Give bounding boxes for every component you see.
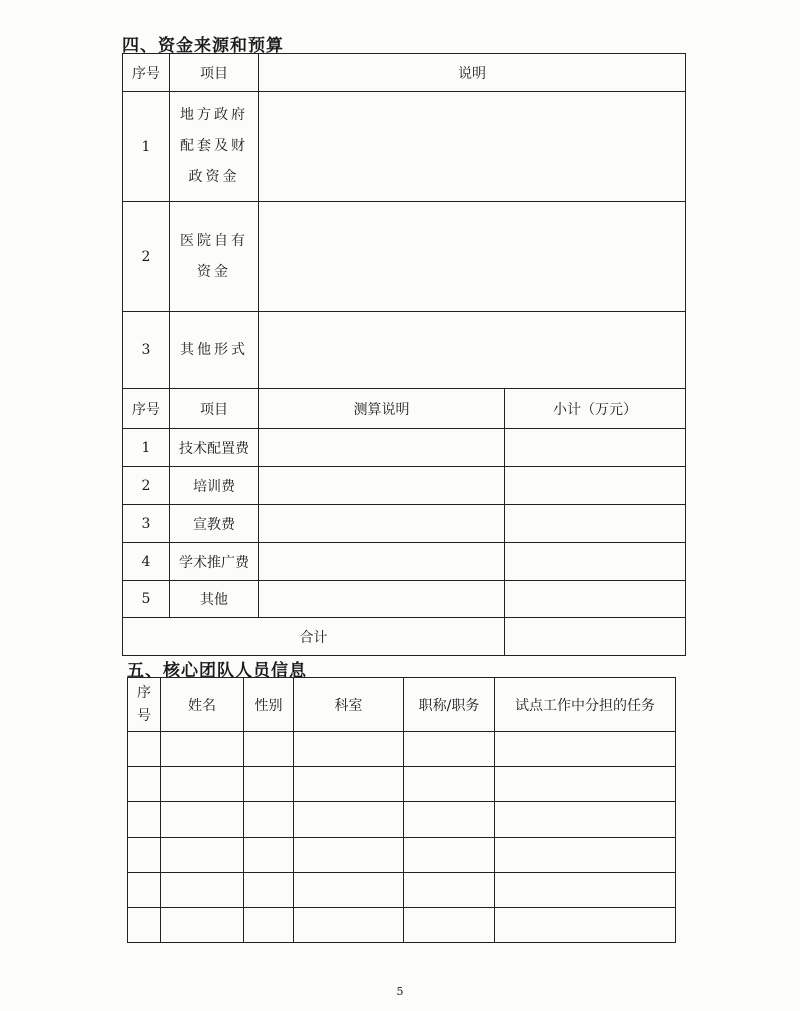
source-description-cell[interactable] xyxy=(259,202,686,312)
team-cell[interactable] xyxy=(294,873,404,908)
team-cell[interactable] xyxy=(244,873,294,908)
budget-seq: 2 xyxy=(123,467,170,505)
sources-header-row xyxy=(123,54,686,92)
header-seq: 序号 xyxy=(123,389,170,429)
budget-row xyxy=(123,543,686,581)
header-seq: 序号 xyxy=(123,54,170,92)
budget-calc-cell[interactable] xyxy=(259,429,505,467)
header-description: 说明 xyxy=(259,54,686,92)
budget-item: 宣教费 xyxy=(170,505,259,543)
header-department: 科室 xyxy=(294,678,404,732)
team-cell[interactable] xyxy=(244,767,294,802)
header-subtotal: 小计（万元） xyxy=(505,389,686,429)
budget-seq: 5 xyxy=(123,581,170,618)
team-cell[interactable] xyxy=(244,838,294,873)
budget-calc-cell[interactable] xyxy=(259,581,505,618)
budget-item: 学术推广费 xyxy=(170,543,259,581)
team-cell[interactable] xyxy=(128,802,161,838)
team-cell[interactable] xyxy=(128,838,161,873)
team-cell[interactable] xyxy=(294,732,404,767)
budget-calc-cell[interactable] xyxy=(259,467,505,505)
team-row xyxy=(128,767,676,802)
team-cell[interactable] xyxy=(161,873,244,908)
total-value-cell[interactable] xyxy=(505,618,686,656)
team-cell[interactable] xyxy=(495,802,676,838)
budget-header-row xyxy=(123,389,686,429)
total-row xyxy=(123,618,686,656)
budget-subtotal-cell[interactable] xyxy=(505,581,686,618)
header-item: 项目 xyxy=(170,389,259,429)
source-item-line: 地方政府 xyxy=(180,107,248,123)
funding-budget-table xyxy=(122,53,686,656)
team-cell[interactable] xyxy=(128,767,161,802)
source-item xyxy=(170,202,259,312)
budget-subtotal-cell[interactable] xyxy=(505,467,686,505)
source-item-line: 医院自有 xyxy=(180,232,248,249)
team-cell[interactable] xyxy=(404,802,495,838)
budget-seq: 1 xyxy=(123,429,170,467)
header-name: 姓名 xyxy=(161,678,244,732)
budget-subtotal-cell[interactable] xyxy=(505,543,686,581)
source-item xyxy=(170,92,259,202)
source-seq: 1 xyxy=(123,92,170,202)
budget-subtotal-cell[interactable] xyxy=(505,505,686,543)
budget-row xyxy=(123,581,686,618)
budget-seq: 3 xyxy=(123,505,170,543)
team-cell[interactable] xyxy=(404,732,495,767)
source-row xyxy=(123,92,686,202)
team-cell[interactable] xyxy=(294,802,404,838)
team-row xyxy=(128,873,676,908)
source-item xyxy=(170,312,259,389)
header-gender: 性别 xyxy=(244,678,294,732)
budget-item: 培训费 xyxy=(170,467,259,505)
source-seq: 2 xyxy=(123,202,170,312)
header-seq-line: 序 xyxy=(137,684,151,701)
team-table xyxy=(127,677,676,943)
team-row xyxy=(128,802,676,838)
team-cell[interactable] xyxy=(128,873,161,908)
budget-calc-cell[interactable] xyxy=(259,505,505,543)
budget-row xyxy=(123,505,686,543)
team-cell[interactable] xyxy=(495,838,676,873)
page-number: 5 xyxy=(396,985,404,998)
team-cell[interactable] xyxy=(244,802,294,838)
source-item-line: 其他形式 xyxy=(180,341,248,358)
team-cell[interactable] xyxy=(495,873,676,908)
team-cell[interactable] xyxy=(294,838,404,873)
team-cell[interactable] xyxy=(161,767,244,802)
team-cell[interactable] xyxy=(161,802,244,838)
team-cell[interactable] xyxy=(161,732,244,767)
team-header-row xyxy=(128,678,676,732)
budget-seq: 4 xyxy=(123,543,170,581)
team-cell[interactable] xyxy=(404,873,495,908)
team-cell[interactable] xyxy=(128,908,161,943)
team-cell[interactable] xyxy=(495,732,676,767)
team-cell[interactable] xyxy=(404,767,495,802)
team-row xyxy=(128,908,676,943)
section-title-team: 五、核心团队人员信息 xyxy=(127,661,307,681)
team-cell[interactable] xyxy=(244,732,294,767)
source-item-line: 政资金 xyxy=(188,169,240,185)
source-description-cell[interactable] xyxy=(259,312,686,389)
total-label: 合计 xyxy=(123,618,505,656)
team-cell[interactable] xyxy=(495,767,676,802)
header-seq xyxy=(128,678,161,732)
team-row xyxy=(128,838,676,873)
budget-item: 其他 xyxy=(170,581,259,618)
source-seq: 3 xyxy=(123,312,170,389)
source-row xyxy=(123,312,686,389)
source-description-cell[interactable] xyxy=(259,92,686,202)
team-cell[interactable] xyxy=(244,908,294,943)
source-item-line: 配套及财 xyxy=(180,138,248,154)
team-cell[interactable] xyxy=(294,767,404,802)
team-row xyxy=(128,732,676,767)
team-cell[interactable] xyxy=(495,908,676,943)
source-row xyxy=(123,202,686,312)
header-seq-line: 号 xyxy=(137,707,151,724)
team-cell[interactable] xyxy=(294,908,404,943)
team-cell[interactable] xyxy=(404,838,495,873)
header-title-position: 职称/职务 xyxy=(404,678,495,732)
header-item: 项目 xyxy=(170,54,259,92)
budget-row xyxy=(123,429,686,467)
section-title-funding: 四、资金来源和预算 xyxy=(122,36,284,56)
header-calculation: 测算说明 xyxy=(259,389,505,429)
budget-item: 技术配置费 xyxy=(170,429,259,467)
budget-calc-cell[interactable] xyxy=(259,543,505,581)
header-task: 试点工作中分担的任务 xyxy=(495,678,676,732)
team-cell[interactable] xyxy=(404,908,495,943)
budget-row xyxy=(123,467,686,505)
team-cell[interactable] xyxy=(128,732,161,767)
source-item-line: 资金 xyxy=(197,263,231,280)
team-cell[interactable] xyxy=(161,908,244,943)
team-cell[interactable] xyxy=(161,838,244,873)
budget-subtotal-cell[interactable] xyxy=(505,429,686,467)
